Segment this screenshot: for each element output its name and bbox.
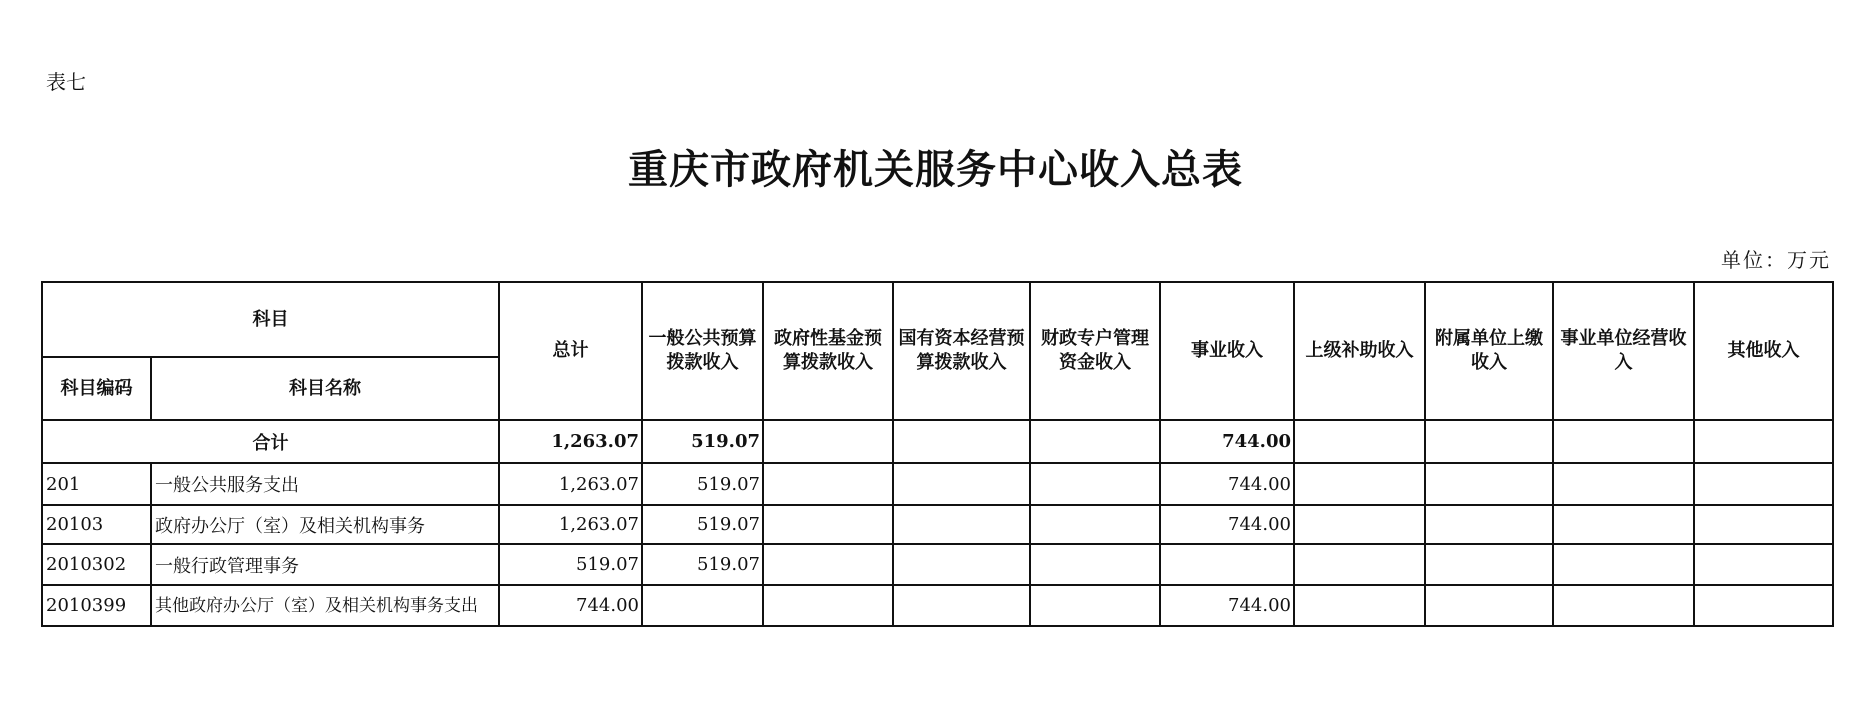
table-row	[42, 585, 1833, 626]
summary-state-capital	[893, 420, 1030, 463]
row-name: 一般行政管理事务	[151, 544, 499, 585]
row-operating-income	[1553, 544, 1694, 585]
row-total: 1,263.07	[499, 505, 642, 544]
row-total: 519.07	[499, 544, 642, 585]
row-fiscal-special	[1030, 544, 1160, 585]
table-row	[42, 505, 1833, 544]
row-fiscal-special	[1030, 505, 1160, 544]
row-affiliated-income	[1425, 505, 1553, 544]
table-row	[42, 544, 1833, 585]
header-other-income: 其他收入	[1694, 282, 1833, 420]
row-general-budget: 519.07	[642, 544, 763, 585]
row-superior-subsidy	[1294, 505, 1425, 544]
summary-fiscal-special	[1030, 420, 1160, 463]
header-subject-code: 科目编码	[42, 357, 151, 420]
row-business-income: 744.00	[1160, 505, 1294, 544]
summary-other-income	[1694, 420, 1833, 463]
row-other-income	[1694, 463, 1833, 505]
header-superior-subsidy: 上级补助收入	[1294, 282, 1425, 420]
header-fiscal-special: 财政专户管理资金收入	[1030, 282, 1160, 420]
header-total: 总计	[499, 282, 642, 420]
row-other-income	[1694, 544, 1833, 585]
table-number-label: 表七	[46, 70, 86, 94]
summary-affiliated-income	[1425, 420, 1553, 463]
row-affiliated-income	[1425, 544, 1553, 585]
row-state-capital	[893, 463, 1030, 505]
row-general-budget: 519.07	[642, 505, 763, 544]
row-affiliated-income	[1425, 463, 1553, 505]
row-code: 201	[42, 463, 151, 505]
row-business-income: 744.00	[1160, 463, 1294, 505]
header-state-capital: 国有资本经营预算拨款收入	[893, 282, 1030, 420]
row-affiliated-income	[1425, 585, 1553, 626]
row-total: 1,263.07	[499, 463, 642, 505]
row-state-capital	[893, 505, 1030, 544]
row-other-income	[1694, 505, 1833, 544]
summary-business-income: 744.00	[1160, 420, 1294, 463]
row-other-income	[1694, 585, 1833, 626]
row-operating-income	[1553, 463, 1694, 505]
row-code: 2010399	[42, 585, 151, 626]
row-business-income	[1160, 544, 1294, 585]
header-subject: 科目	[42, 282, 499, 357]
row-gov-fund	[763, 505, 893, 544]
header-row-1	[42, 282, 1833, 357]
summary-superior-subsidy	[1294, 420, 1425, 463]
page-title: 重庆市政府机关服务中心收入总表	[628, 146, 1243, 193]
summary-operating-income	[1553, 420, 1694, 463]
unit-label: 单位：万元	[1721, 248, 1831, 272]
row-fiscal-special	[1030, 463, 1160, 505]
row-name: 政府办公厅（室）及相关机构事务	[151, 505, 499, 544]
row-business-income: 744.00	[1160, 585, 1294, 626]
row-name: 其他政府办公厅（室）及相关机构事务支出	[151, 585, 499, 626]
row-general-budget	[642, 585, 763, 626]
header-business-income: 事业收入	[1160, 282, 1294, 420]
row-state-capital	[893, 544, 1030, 585]
summary-label: 合计	[42, 420, 499, 463]
row-gov-fund	[763, 585, 893, 626]
header-gov-fund: 政府性基金预算拨款收入	[763, 282, 893, 420]
summary-gov-fund	[763, 420, 893, 463]
row-total: 744.00	[499, 585, 642, 626]
row-code: 2010302	[42, 544, 151, 585]
row-superior-subsidy	[1294, 463, 1425, 505]
row-superior-subsidy	[1294, 585, 1425, 626]
table-row	[42, 463, 1833, 505]
row-gov-fund	[763, 463, 893, 505]
summary-total: 1,263.07	[499, 420, 642, 463]
row-state-capital	[893, 585, 1030, 626]
row-gov-fund	[763, 544, 893, 585]
row-fiscal-special	[1030, 585, 1160, 626]
row-operating-income	[1553, 505, 1694, 544]
summary-row	[42, 420, 1833, 463]
row-name: 一般公共服务支出	[151, 463, 499, 505]
row-code: 20103	[42, 505, 151, 544]
row-superior-subsidy	[1294, 544, 1425, 585]
header-subject-name: 科目名称	[151, 357, 499, 420]
summary-general-budget: 519.07	[642, 420, 763, 463]
row-operating-income	[1553, 585, 1694, 626]
header-general-budget: 一般公共预算拨款收入	[642, 282, 763, 420]
income-summary-table	[41, 281, 1834, 627]
header-operating-income: 事业单位经营收入	[1553, 282, 1694, 420]
row-general-budget: 519.07	[642, 463, 763, 505]
header-affiliated-income: 附属单位上缴收入	[1425, 282, 1553, 420]
